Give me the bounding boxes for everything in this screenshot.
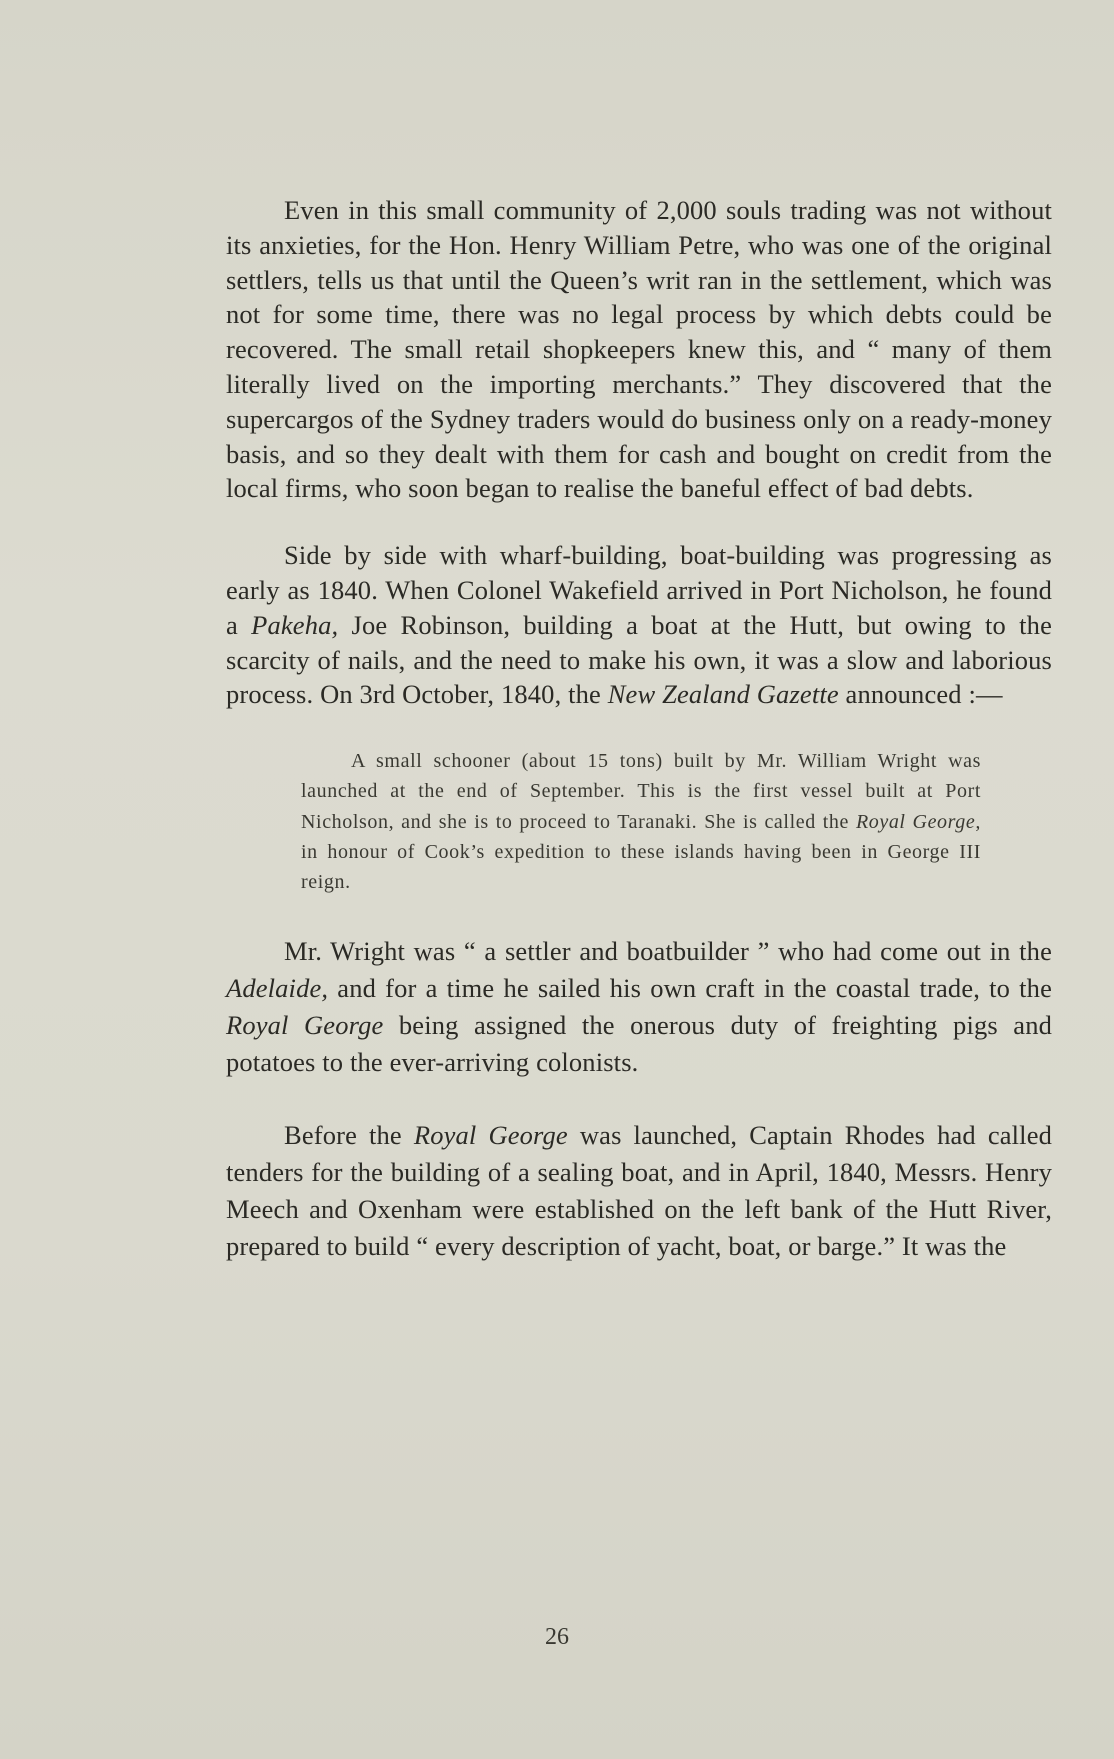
block-quote-gazette <box>301 746 981 897</box>
italic-royal-george: Royal George <box>413 1120 568 1151</box>
italic-royal-george: Royal George, <box>855 810 981 833</box>
text-run: was launched, Captain Rhodes had called tenders for the building of a sealing boat, and in April, 1840, Messrs. Henry Meech and Oxenham were established on the left bank of the Hutt River, prepared to build “ every description of yacht, boat, or barge.” It was the <box>226 1120 1053 1262</box>
italic-royal-george: Royal George <box>226 1010 384 1041</box>
paragraph-boat-building <box>226 538 1052 712</box>
text-run: Joe Robinson, building a boat at the Hutt, but owing to the scarcity of nails, and the need to make his own, it was a slow and laborious process. On 3rd October, 1840, the <box>226 609 1052 710</box>
text-run: Mr. Wright was “ a settler and boatbuilder ” who had come out in the <box>284 936 1052 967</box>
text-run: announced :— <box>838 679 1003 710</box>
text-run: Side by side with wharf-building, boat-building was progressing as early as 1840. When Colonel Wakefield arrived in Port Nicholson, he found a <box>226 540 1052 640</box>
italic-pakeha: Pakeha, <box>251 609 339 640</box>
page-number: 26 <box>545 1624 569 1650</box>
text-run: in honour of Cook’s expedition to these islands having been in George III reign. <box>301 840 981 893</box>
paragraph-trading-anxieties: Even in this small community of 2,000 souls trading was not without its anxieties, for the Hon. Henry William Petre, who was one of the original settlers, tells us that until the Queen’s writ ran in the settlement, which was not for some time, there was no legal process by which debts could be recovered. The small retail shopkeepers knew this, and “ many of them literally lived on the importing merchants.” They discovered that the supercargos of the Sydney traders would do business only on a ready-money basis, and so they dealt with them for cash and bought on credit from the local firms, who soon began to realise the baneful effect of bad debts. <box>226 195 1052 504</box>
page-body <box>226 193 1052 1265</box>
paragraph-mr-wright <box>226 933 1052 1081</box>
italic-adelaide: Adelaide, <box>226 973 329 1004</box>
text-run: Before the <box>284 1120 414 1151</box>
italic-new-zealand-gazette: New Zealand Gazette <box>607 679 839 710</box>
text-run: being assigned the onerous duty of freighting pigs and potatoes to the ever-arriving colonists. <box>226 1010 1052 1078</box>
paragraph-captain-rhodes <box>226 1117 1052 1265</box>
text-run: A small schooner (about 15 tons) built by Mr. William Wright was launched at the end of September. This is the first vessel built at Port Nicholson, and she is to proceed to Taranaki. She is called the <box>301 750 981 833</box>
text-run: and for a time he sailed his own craft in the coastal trade, to the <box>328 973 1052 1004</box>
